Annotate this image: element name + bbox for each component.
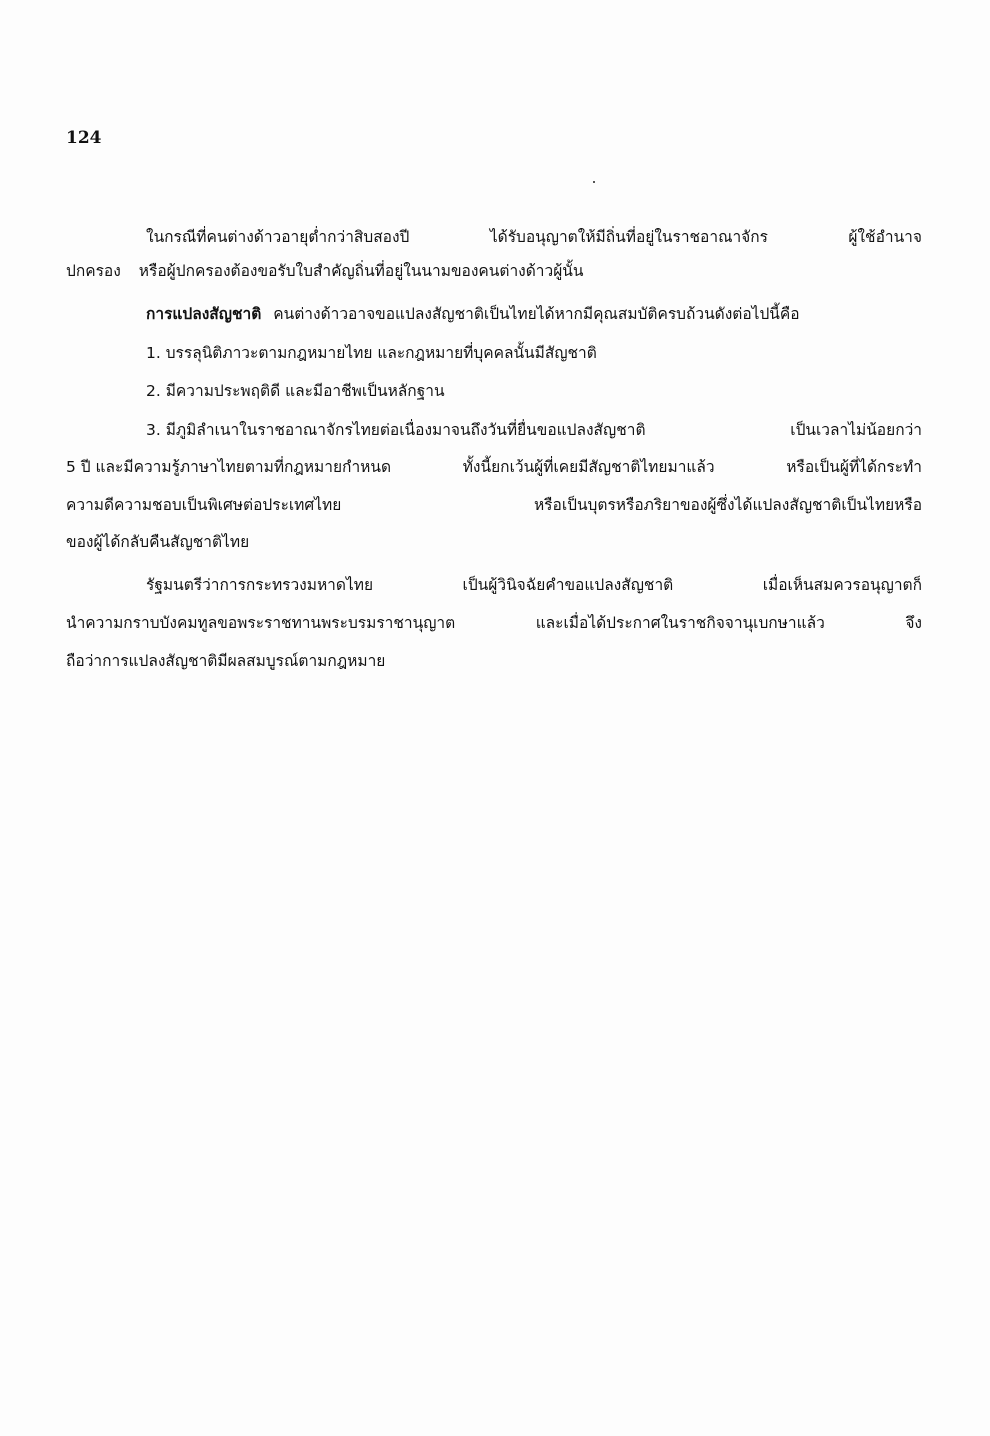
text-segment: ทั้งนี้ยกเว้นผู้ที่เคยมีสัญชาติไทยมาแล้ว — [462, 458, 715, 476]
text-segment: เป็นเวลาไม่น้อยกว่า — [790, 421, 922, 439]
naturalization-heading-line — [146, 297, 922, 331]
text-segment: ผู้ใช้อำนาจ — [848, 228, 922, 246]
page-number: 124 — [66, 128, 102, 148]
list-item-text: 2. มีความประพฤติดี และมีอาชีพเป็นหลักฐาน — [146, 382, 445, 400]
text-segment: ของผู้ได้กลับคืนสัญชาติไทย — [66, 533, 250, 551]
paragraph-3-line-3 — [66, 644, 922, 678]
text-segment: ได้รับอนุญาตให้มีถิ่นที่อยู่ในราชอาณาจักร — [489, 228, 768, 246]
list-item-3-line-2 — [66, 450, 922, 484]
text-segment: จึง — [905, 614, 922, 632]
text-segment: 5 ปี และมีความรู้ภาษาไทยตามที่กฎหมายกำหนด — [66, 458, 392, 476]
list-item-1 — [146, 336, 922, 370]
paragraph-1-line-2 — [66, 254, 922, 288]
text-segment: นำความกราบบังคมทูลขอพระราชทานพระบรมราชานุญาต — [66, 614, 456, 632]
list-item-3-line-1 — [146, 413, 922, 447]
text-segment: เป็นผู้วินิจฉัยคำขอแปลงสัญชาติ — [462, 576, 674, 594]
text-segment: ในกรณีที่คนต่างด้าวอายุต่ำกว่าสิบสองปี — [146, 228, 410, 246]
text-segment: หรือเป็นผู้ที่ได้กระทำ — [786, 458, 922, 476]
text-segment: ปกครอง — [66, 262, 121, 280]
section-heading: การแปลงสัญชาติ — [146, 305, 262, 323]
paragraph-1-line-1 — [146, 220, 922, 254]
text-segment: 3. มีภูมิลำเนาในราชอาณาจักรไทยต่อเนื่องมาจนถึงวันที่ยื่นขอแปลงสัญชาติ — [146, 421, 646, 439]
text-segment: เมื่อเห็นสมควรอนุญาตก็ — [762, 576, 922, 594]
list-item-3-line-3 — [66, 488, 922, 522]
scan-speck — [593, 181, 595, 183]
text-segment: ความดีความชอบเป็นพิเศษต่อประเทศไทย — [66, 496, 342, 514]
list-item-2 — [146, 374, 922, 408]
section-intro: คนต่างด้าวอาจขอแปลงสัญชาติเป็นไทยได้หากมีคุณสมบัติครบถ้วนดังต่อไปนี้คือ — [273, 305, 800, 323]
paragraph-3-line-2 — [66, 606, 922, 640]
text-segment: หรือผู้ปกครองต้องขอรับใบสำคัญถิ่นที่อยู่ในนามของคนต่างด้าวผู้นั้น — [138, 262, 584, 280]
list-item-text: 1. บรรลุนิติภาวะตามกฎหมายไทย และกฎหมายที่บุคคลนั้นมีสัญชาติ — [146, 344, 597, 362]
text-segment: หรือเป็นบุตรหรือภริยาของผู้ซึ่งได้แปลงสัญชาติเป็นไทยหรือ — [533, 496, 922, 514]
paragraph-3-line-1 — [146, 568, 922, 602]
text-segment: รัฐมนตรีว่าการกระทรวงมหาดไทย — [146, 576, 374, 594]
text-segment: ถือว่าการแปลงสัญชาติมีผลสมบูรณ์ตามกฎหมาย — [66, 652, 386, 670]
text-segment: และเมื่อได้ประกาศในราชกิจจานุเบกษาแล้ว — [535, 614, 825, 632]
list-item-3-line-4 — [66, 525, 922, 559]
